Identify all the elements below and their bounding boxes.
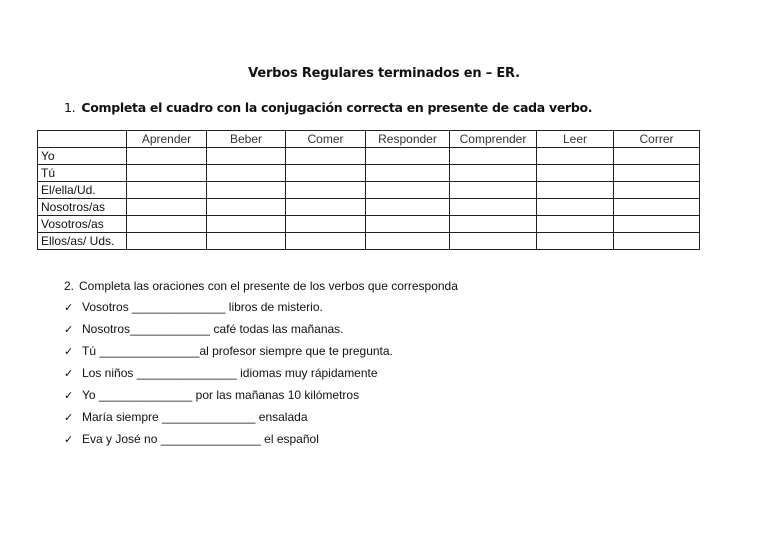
answer-cell[interactable]: [450, 148, 537, 165]
exercise-2-text: Completa las oraciones con el presente de los verbos que corresponda: [79, 279, 458, 293]
answer-cell[interactable]: [286, 233, 366, 250]
verb-header-correr: Correr: [614, 131, 700, 148]
table-row: [38, 148, 700, 165]
answer-cell[interactable]: [450, 216, 537, 233]
check-icon: ✓: [64, 367, 74, 380]
verb-header-beber: Beber: [207, 131, 286, 148]
verb-header-responder: Responder: [366, 131, 450, 148]
answer-cell[interactable]: [366, 199, 450, 216]
table-row: [38, 233, 700, 250]
list-item: [64, 387, 393, 409]
table-row: [38, 182, 700, 199]
answer-cell[interactable]: [450, 233, 537, 250]
answer-cell[interactable]: [614, 199, 700, 216]
answer-cell[interactable]: [286, 199, 366, 216]
answer-cell[interactable]: [537, 233, 614, 250]
header-corner-cell: [38, 131, 127, 148]
answer-cell[interactable]: [450, 182, 537, 199]
list-item: [64, 343, 393, 365]
answer-cell[interactable]: [207, 182, 286, 199]
sentence-text: Los niños _______________ idiomas muy rápidamente: [82, 366, 378, 380]
answer-cell[interactable]: [286, 148, 366, 165]
verb-header-comer: Comer: [286, 131, 366, 148]
sentence-text: Nosotros____________ café todas las mañanas.: [82, 322, 344, 336]
answer-cell[interactable]: [207, 199, 286, 216]
answer-cell[interactable]: [207, 165, 286, 182]
verb-header-comprender: Comprender: [450, 131, 537, 148]
answer-cell[interactable]: [127, 216, 207, 233]
pronoun-cell: El/ella/Ud.: [38, 182, 127, 199]
verb-header-leer: Leer: [537, 131, 614, 148]
answer-cell[interactable]: [366, 148, 450, 165]
answer-cell[interactable]: [127, 182, 207, 199]
answer-cell[interactable]: [286, 216, 366, 233]
table-row: [38, 165, 700, 182]
answer-cell[interactable]: [366, 165, 450, 182]
check-icon: ✓: [64, 301, 74, 314]
table-row: [38, 216, 700, 233]
answer-cell[interactable]: [537, 199, 614, 216]
answer-cell[interactable]: [614, 165, 700, 182]
list-item: [64, 365, 393, 387]
exercise-1-number: 1.: [64, 100, 76, 115]
sentence-text: Yo ______________ por las mañanas 10 kilómetros: [82, 388, 360, 402]
answer-cell[interactable]: [366, 182, 450, 199]
table-row: [38, 199, 700, 216]
check-icon: ✓: [64, 323, 74, 336]
check-icon: ✓: [64, 389, 74, 402]
check-icon: ✓: [64, 411, 74, 424]
list-item: [64, 431, 393, 453]
list-item: [64, 321, 393, 343]
answer-cell[interactable]: [537, 216, 614, 233]
answer-cell[interactable]: [614, 216, 700, 233]
verb-header-aprender: Aprender: [127, 131, 207, 148]
sentence-list: [64, 299, 393, 453]
answer-cell[interactable]: [127, 233, 207, 250]
sentence-text: Tú _______________al profesor siempre que te pregunta.: [82, 344, 393, 358]
check-icon: ✓: [64, 433, 74, 446]
answer-cell[interactable]: [537, 148, 614, 165]
answer-cell[interactable]: [286, 165, 366, 182]
sentence-text: Eva y José no _______________ el español: [82, 432, 319, 446]
pronoun-cell: Tú: [38, 165, 127, 182]
pronoun-cell: Yo: [38, 148, 127, 165]
answer-cell[interactable]: [366, 216, 450, 233]
list-item: [64, 409, 393, 431]
conjugation-table: [37, 130, 700, 250]
table-header-row: [38, 131, 700, 148]
pronoun-cell: Nosotros/as: [38, 199, 127, 216]
list-item: [64, 299, 393, 321]
answer-cell[interactable]: [450, 199, 537, 216]
answer-cell[interactable]: [127, 148, 207, 165]
answer-cell[interactable]: [127, 165, 207, 182]
answer-cell[interactable]: [614, 182, 700, 199]
answer-cell[interactable]: [366, 233, 450, 250]
pronoun-cell: Ellos/as/ Uds.: [38, 233, 127, 250]
answer-cell[interactable]: [614, 233, 700, 250]
answer-cell[interactable]: [537, 182, 614, 199]
exercise-2-number: 2.: [64, 279, 75, 293]
exercise-1-instruction: [64, 100, 592, 115]
sentence-text: Vosotros ______________ libros de misterio.: [82, 300, 323, 314]
exercise-2-instruction: [64, 279, 458, 293]
answer-cell[interactable]: [286, 182, 366, 199]
answer-cell[interactable]: [127, 199, 207, 216]
exercise-1-text: Completa el cuadro con la conjugación correcta en presente de cada verbo.: [81, 100, 593, 115]
sentence-text: María siempre ______________ ensalada: [82, 410, 308, 424]
page-title: Verbos Regulares terminados en – ER.: [248, 66, 520, 81]
answer-cell[interactable]: [207, 233, 286, 250]
check-icon: ✓: [64, 345, 74, 358]
answer-cell[interactable]: [207, 216, 286, 233]
answer-cell[interactable]: [450, 165, 537, 182]
answer-cell[interactable]: [614, 148, 700, 165]
answer-cell[interactable]: [207, 148, 286, 165]
answer-cell[interactable]: [537, 165, 614, 182]
pronoun-cell: Vosotros/as: [38, 216, 127, 233]
